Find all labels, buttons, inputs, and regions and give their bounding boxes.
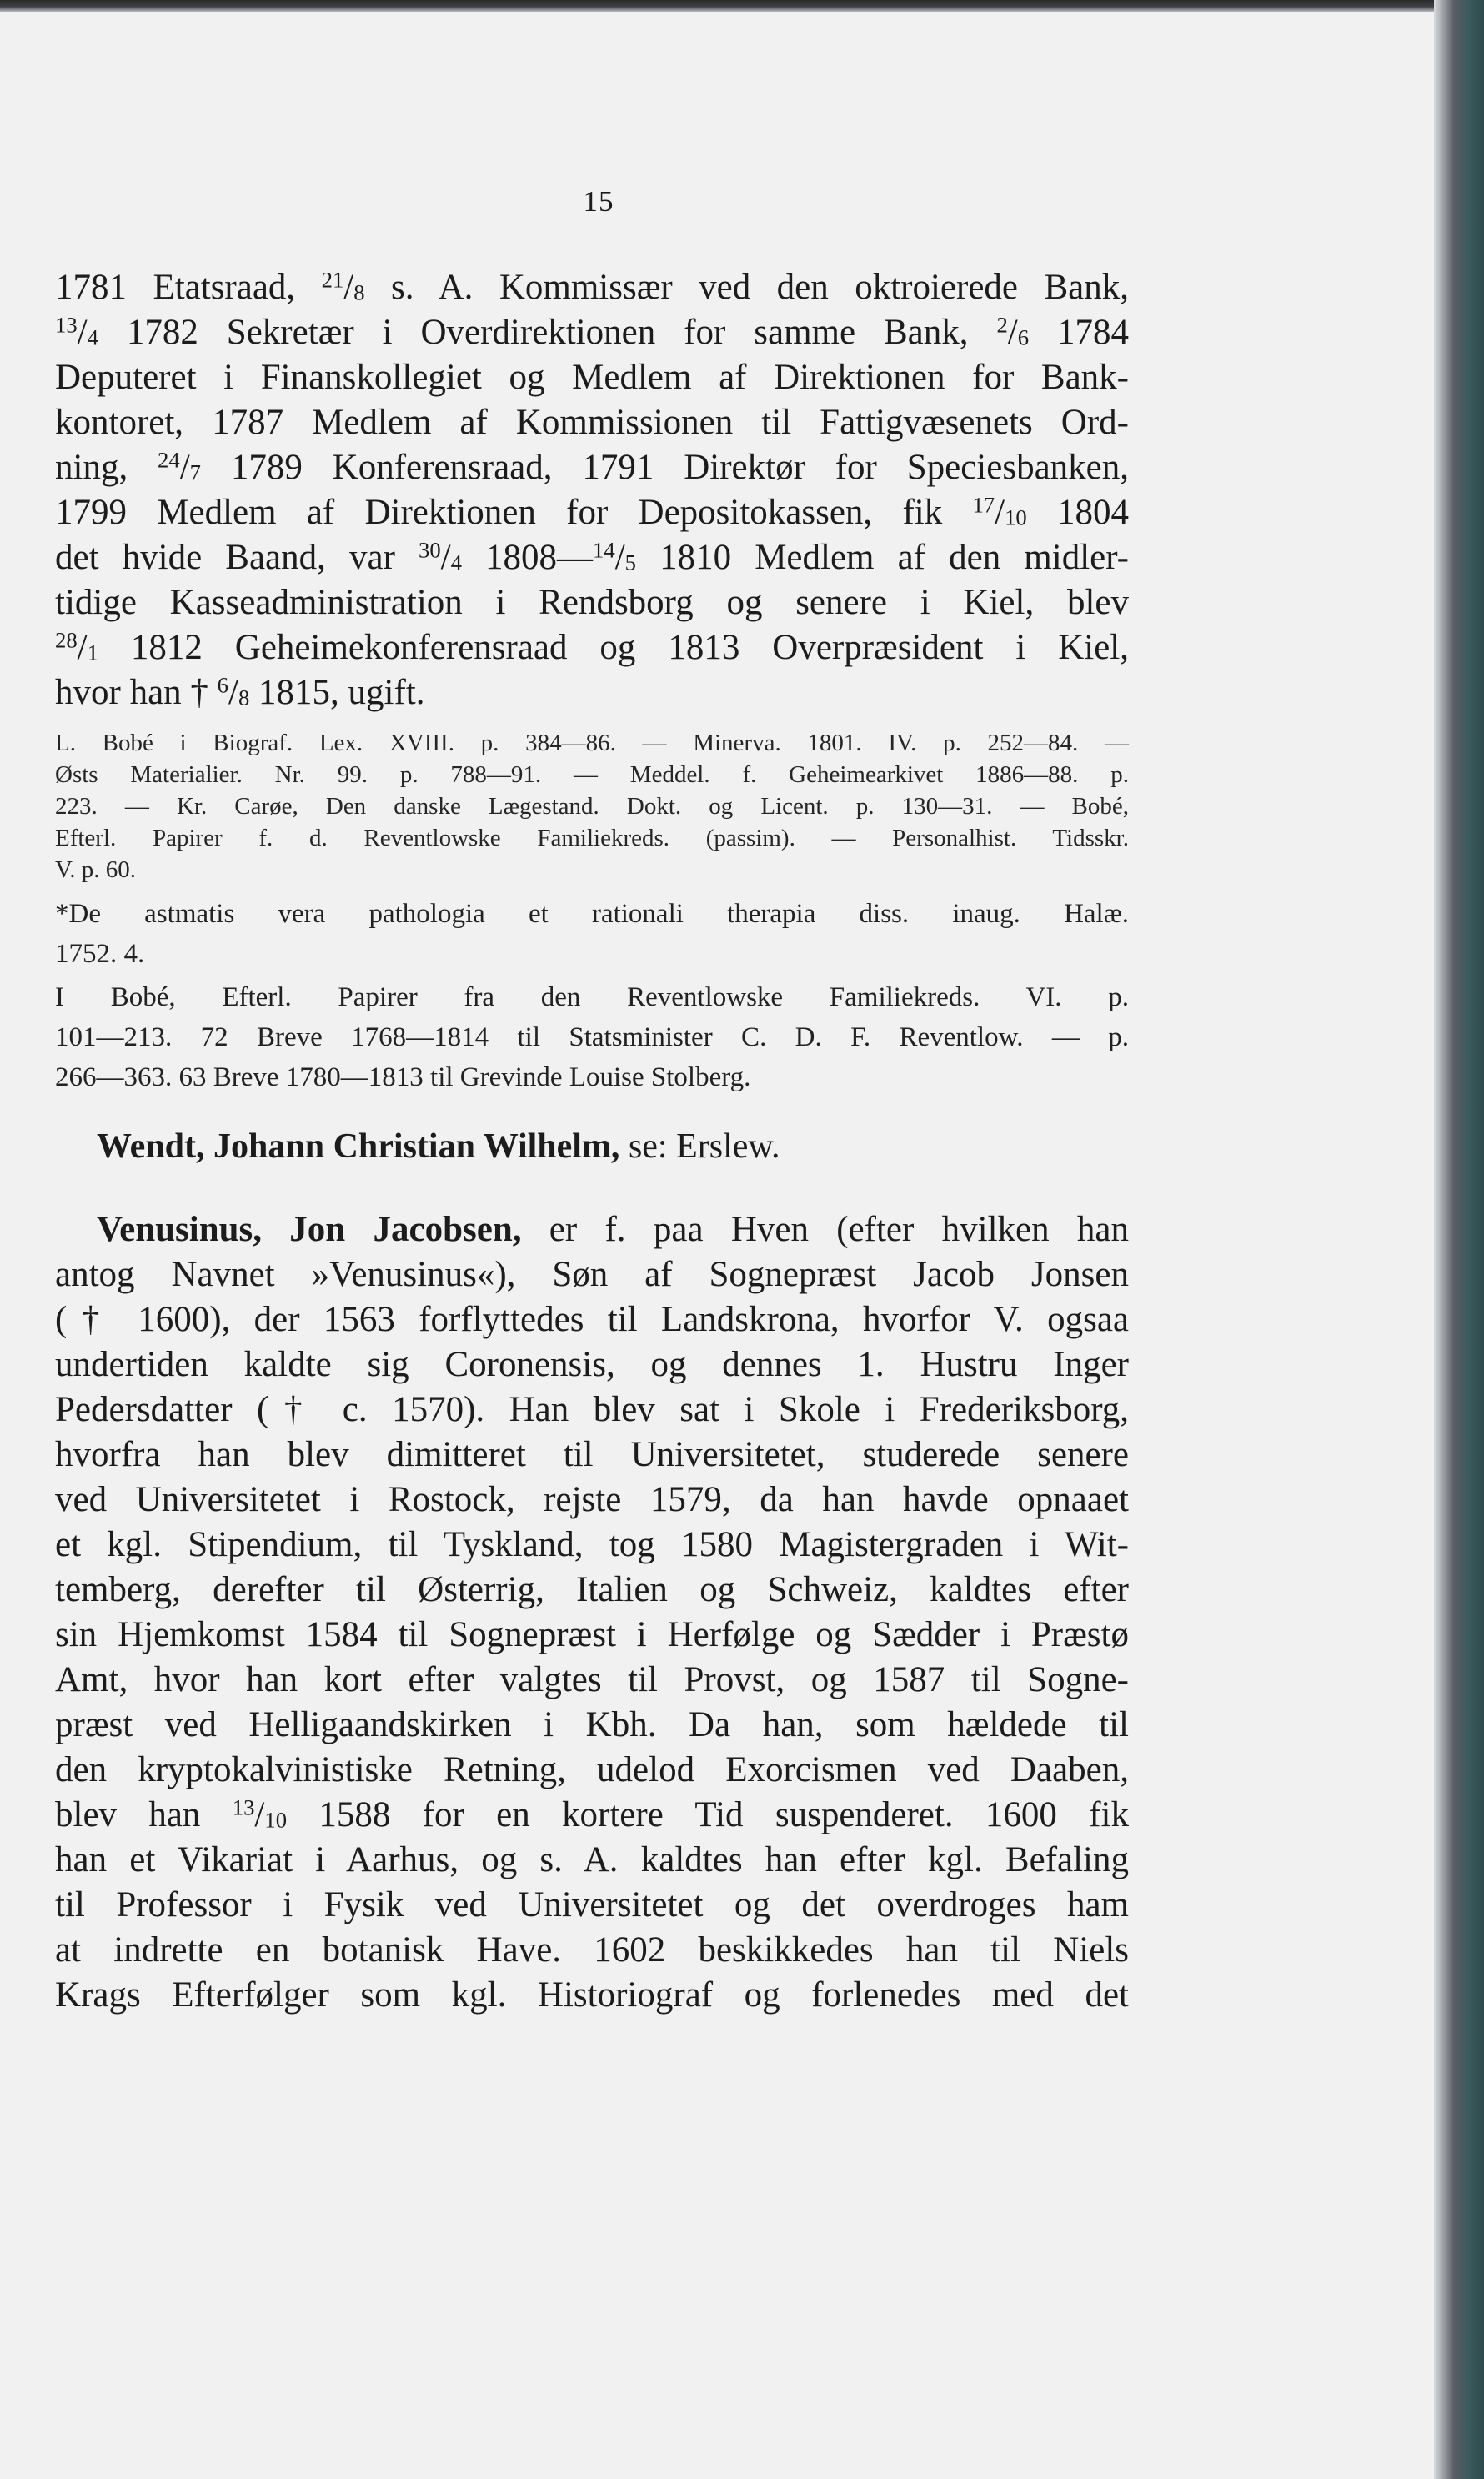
text-line: sin Hjemkomst 1584 til Sognepræst i Herfølge og Sædder i Præstø: [55, 1615, 1129, 1654]
text-line: præst ved Helligaandskirken i Kbh. Da han, som hældede til: [55, 1705, 1129, 1744]
sources-paragraph: [55, 727, 1129, 886]
work-line: I Bobé, Efterl. Papirer fra den Reventlowske Familiekreds. VI. p.: [55, 982, 1129, 1012]
text-line: Pedersdatter († c. 1570). Han blev sat i Skole i Frederiksborg,: [55, 1390, 1129, 1429]
source-line: Østs Materialier. Nr. 99. p. 788—91. — Meddel. f. Geheimearkivet 1886—88. p.: [55, 761, 1129, 788]
text-line: Krags Efterfølger som kgl. Historiograf og forlenedes med det: [55, 1975, 1129, 2015]
text-line: til Professor i Fysik ved Universitetet og det overdroges ham: [55, 1885, 1129, 1924]
text-line: blev han $^{13}/_{10}$ 1588 for en kortere Tid suspenderet. 1600 fik: [55, 1794, 1129, 1834]
entry-first-line: [55, 1207, 1129, 1252]
text-line: at indrette en botanisk Have. 1602 beskikkedes han til Niels: [55, 1930, 1129, 1970]
source-line: 223. — Kr. Carøe, Den danske Lægestand. Dokt. og Licent. p. 130—31. — Bobé,: [55, 793, 1129, 820]
text-line: kontoret, 1787 Medlem af Kommissionen til Fattigvæsenets Ord-: [55, 403, 1129, 442]
text-line: hvorfra han blev dimitteret til Universitetet, studerede senere: [55, 1435, 1129, 1474]
text-line: 1781 Etatsraad, $^{21}/_8$ s. A. Kommissær ved den oktroierede Bank,: [55, 267, 1129, 307]
text-line: den kryptokalvinistiske Retning, udelod Exorcismen ved Daaben,: [55, 1750, 1129, 1789]
entry-first-line-rest: er f. paa Hven (efter hvilken han: [521, 1210, 1129, 1249]
text-line: tidige Kasseadministration i Rendsborg og senere i Kiel, blev: [55, 583, 1129, 622]
text-line: et kgl. Stipendium, til Tyskland, tog 1580 Magistergraden i Wit-: [55, 1525, 1129, 1564]
text-line: († 1600), der 1563 forflyttedes til Landskrona, hvorfor V. ogsaa: [55, 1300, 1129, 1339]
source-line: L. Bobé i Biograf. Lex. XVIII. p. 384—86. — Minerva. 1801. IV. p. 252—84. —: [55, 730, 1129, 756]
text-line: det hvide Baand, var $^{30}/_4$ $1808—^{14}/_5$ 1810 Medlem af den midler-: [55, 537, 1130, 577]
works-dissertation: [55, 894, 1129, 974]
cross-reference-name: Wendt, Johann Christian Wilhelm,: [97, 1127, 620, 1166]
text-line: Deputeret i Finanskollegiet og Medlem af Direktionen for Bank-: [55, 358, 1129, 397]
venusinus-entry: [55, 1207, 1129, 2018]
page-right-edge: [1434, 0, 1484, 2479]
text-line: ning, $^{24}/_7$ 1789 Konferensraad, 1791 Direktør for Speciesbanken,: [55, 447, 1129, 487]
text-line: hvor han † $^6/_8$ 1815, ugift.: [55, 672, 425, 712]
text-line: antog Navnet »Venusinus«), Søn af Sognepræst Jacob Jonsen: [55, 1255, 1129, 1294]
work-line: *De astmatis vera pathologia et rationali therapia diss. inaug. Halæ.: [55, 899, 1129, 929]
text-line: undertiden kaldte sig Coronensis, og dennes 1. Hustru Inger: [55, 1345, 1129, 1384]
page-number: 15: [583, 185, 614, 218]
source-line: V. p. 60.: [55, 856, 136, 883]
entry-name: Venusinus, Jon Jacobsen,: [97, 1210, 522, 1249]
text-line: Amt, hvor han kort efter valgtes til Provst, og 1587 til Sogne-: [55, 1660, 1129, 1699]
cross-reference-entry: [97, 1124, 1129, 1169]
work-line: 266—363. 63 Breve 1780—1813 til Grevinde Louise Stolberg.: [55, 1062, 751, 1092]
text-line: han et Vikariat i Aarhus, og s. A. kaldtes han efter kgl. Befaling: [55, 1840, 1129, 1879]
page-top-edge: [0, 0, 1484, 12]
cross-reference-text: se: Erslew.: [619, 1127, 780, 1166]
work-line: 1752. 4.: [55, 939, 145, 969]
works-letters: [55, 977, 1129, 1097]
source-line: Efterl. Papirer f. d. Reventlowske Familiekreds. (passim). — Personalhist. Tidsskr.: [55, 825, 1129, 851]
text-line: $^{28}/_1$ 1812 Geheimekonferensraad og 1813 Overpræsident i Kiel,: [55, 627, 1129, 667]
work-line: 101—213. 72 Breve 1768—1814 til Statsminister C. D. F. Reventlow. — p.: [55, 1022, 1129, 1052]
text-line: 1799 Medlem af Direktionen for Depositokassen, fik $^{17}/_{10}$ 1804: [55, 492, 1129, 532]
text-line: $^{13}/_4$ 1782 Sekretær i Overdirektionen for samme Bank, $^2/_6$ 1784: [55, 312, 1129, 352]
text-line: temberg, derefter til Østerrig, Italien og Schweiz, kaldtes efter: [55, 1570, 1129, 1609]
text-line: ved Universitetet i Rostock, rejste 1579, da han havde opnaaet: [55, 1480, 1129, 1519]
entry-continuation: [55, 265, 1129, 715]
